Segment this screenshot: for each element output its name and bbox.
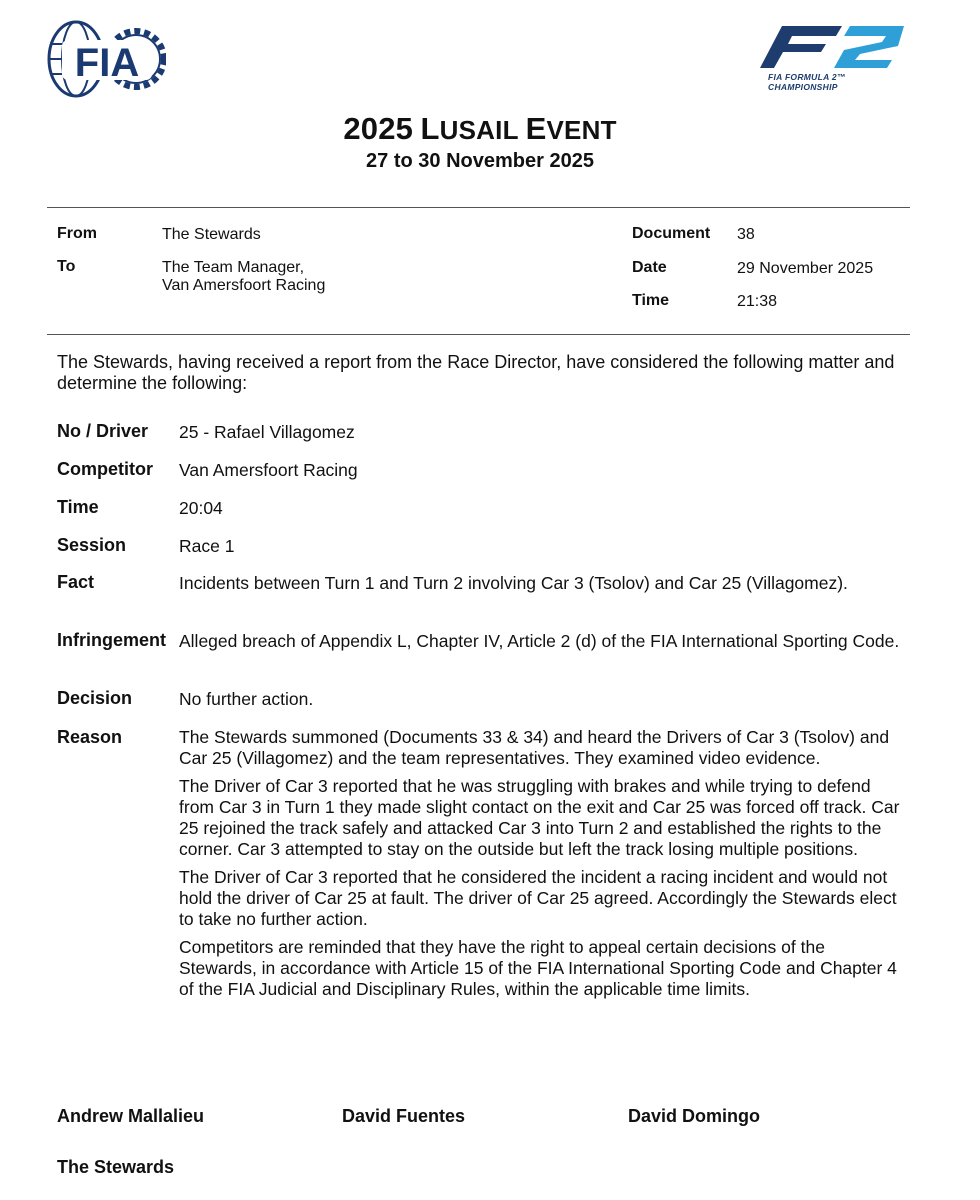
reason-label: Reason [57,727,123,747]
reason-paragraph: The Driver of Car 3 reported that he was struggling with brakes and while trying to defend from Car 3 in Turn 1 they made slight contact on the exit and Car 25 was forced off track. Car 25 rejoined the track safely and attacked Car 3 into Turn 2 and established the rights to the corner. Car 3 attempted to stay on the outside but left the track losing multiple positions. [179,776,900,859]
reason-body [179,727,904,1007]
fia-wordmark: FIA [74,41,140,85]
header-top-divider [47,207,910,208]
infringement-value: Alleged breach of Appendix L, Chapter IV, Article 2 (d) of the FIA International Sporting Code. [179,631,900,651]
from-label: From [57,225,97,242]
event-dates: 27 to 30 November 2025 [366,150,594,172]
date-label: Date [632,259,667,276]
document-number: 38 [737,226,755,243]
header-bottom-divider [47,334,910,335]
from-value: The Stewards [162,226,261,243]
competitor-value: Van Amersfoort Racing [179,460,358,480]
time-label: Time [632,292,670,309]
incident-time-value: 20:04 [179,498,223,518]
session-value: Race 1 [179,536,235,556]
f2-logo [752,22,912,94]
decision-value: No further action. [179,689,314,709]
appeal-notice: Competitors are reminded that they have the right to appeal certain decisions of the Stewards, in accordance with Article 15 of the FIA International Sporting Code and Chapter 4 of the FIA Judicial and Disciplinary Rules, within the applicable time limits. [179,937,897,999]
infringement-label: Infringement [57,630,167,650]
driver-value: 25 - Rafael Villagomez [179,422,355,442]
steward-signature-1: Andrew Mallalieu [57,1106,205,1126]
time-value: 21:38 [737,293,778,310]
intro-paragraph: The Stewards, having received a report from the Race Director, have considered the following matter and determine the following: [57,352,895,393]
date-value: 29 November 2025 [737,260,874,277]
incident-time-label: Time [57,497,99,517]
steward-signature-3: David Domingo [628,1106,761,1126]
event-name-initial: L [420,111,440,146]
steward-signature-2: David Fuentes [342,1106,466,1126]
f2-title-line: FIA FORMULA 2™ [768,72,846,82]
stewards-footer: The Stewards [57,1157,175,1177]
reason-paragraph: The Driver of Car 3 reported that he considered the incident a racing incident and would not hold the driver of Car 25 at fault. The driver of Car 25 agreed. Accordingly the Stewards elect to take no further action. [179,867,897,929]
decision-label: Decision [57,688,133,708]
to-value-line2: Van Amersfoort Racing [162,277,326,294]
fact-value: Incidents between Turn 1 and Turn 2 involving Car 3 (Tsolov) and Car 25 (Villagomez). [179,573,848,593]
driver-label: No / Driver [57,421,149,441]
to-value-line1: The Team Manager, [162,259,305,276]
competitor-label: Competitor [57,459,153,479]
session-label: Session [57,535,127,555]
reason-paragraph: The Stewards summoned (Documents 33 & 34) and heard the Drivers of Car 3 (Tsolov) and Car 25 (Villagomez) and the team representatives. They examined video evidence. [179,727,890,768]
document-label: Document [632,225,711,242]
event-name-rest: USAIL [439,115,519,145]
f2-championship-line: CHAMPIONSHIP [768,82,838,92]
fact-label: Fact [57,572,95,592]
fia-logo [46,18,166,100]
event-word-initial: E [525,111,547,146]
to-label: To [57,258,76,275]
event-title [0,111,960,147]
event-word-rest: VENT [546,115,617,145]
event-year: 2025 [343,111,414,146]
